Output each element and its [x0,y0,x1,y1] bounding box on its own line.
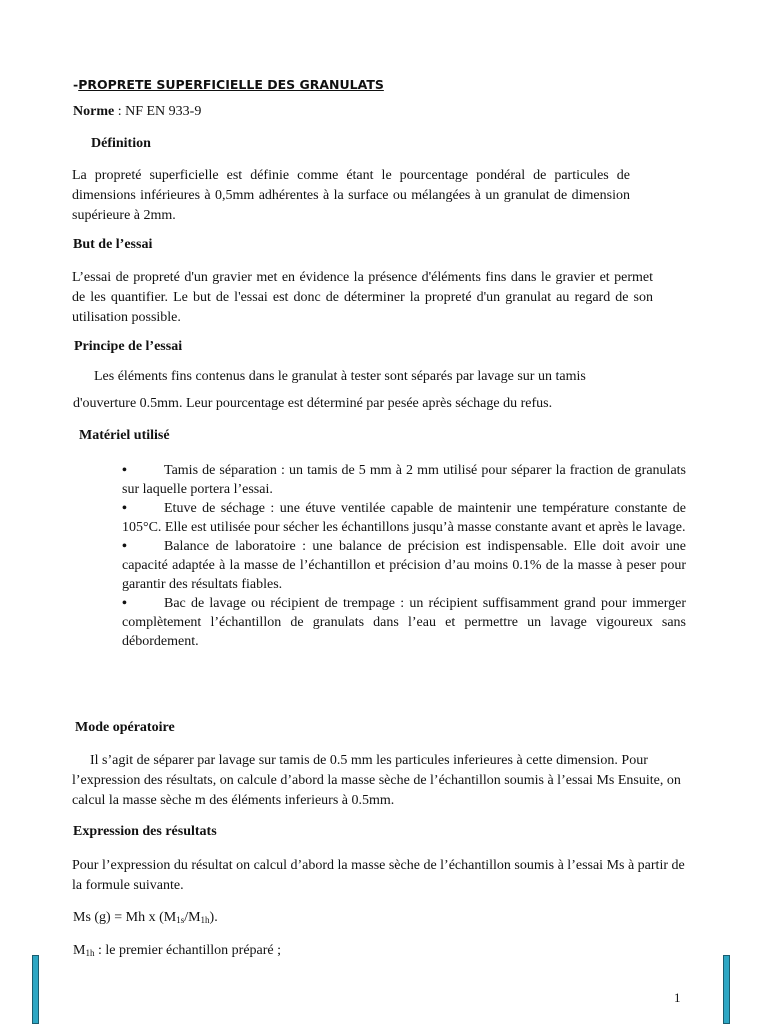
list-item-text: Etuve de séchage : une étuve ventilée capable de maintenir une température constante de 105°C. Elle est utilisée pour sécher les échantillons jusqu’à masse constante avant et après le lavage. [122,501,686,535]
norme-line [73,104,201,120]
title-prefix: - [73,77,79,92]
right-margin-bar [723,955,730,1024]
list-item-text: Bac de lavage ou récipient de trempage : un récipient suffisamment grand pour immerger complètement l’échantillon de granulats dans l’eau et permettre un lavage vigoureux sans débordement. [122,596,686,649]
expression-paragraph: Pour l’expression du résultat on calcul d’abord la masse sèche de l’échantillon soumis à l’essai Ms à partir de la formule suivante. [72,858,685,893]
title-text: PROPRETE SUPERFICIELLE DES GRANULATS [78,77,384,92]
formula-mid: /M [184,910,201,925]
formula-end: ). [209,910,218,925]
definition-heading: Définition [91,136,151,151]
principe-line-1: Les éléments fins contenus dans le granulat à tester sont séparés par lavage sur un tamis [94,369,586,384]
bullet-icon: • [122,501,127,516]
formula [73,910,218,926]
formula-sub-1h: 1h [200,915,210,925]
materiel-list [122,461,686,651]
mode-paragraph: Il s’agit de séparer par lavage sur tamis de 0.5 mm les particules inferieures à cette dimension. Pour l’expression des résultats, on calcule d’abord la masse sèche de l’échantillon soumis à l’essai Ms Ensuite, on calcul la masse sèche m des éléments inferieurs à 0.5mm. [72,753,681,808]
formula-lhs: Ms (g) = Mh x (M [73,910,177,925]
document-title [73,77,384,92]
but-paragraph: L’essai de propreté d'un gravier met en évidence la présence d'éléments fins dans le gravier et permet de les quantifier. Le but de l'essai est donc de déterminer la propreté d'un granulat au regard de son utilisation possible. [72,270,653,325]
m1h-symbol: M [73,943,86,958]
definition-paragraph: La propreté superficielle est définie comme étant le pourcentage pondéral de particules de dimensions inférieures à 0,5mm adhérentes à la surface ou mélangées à un granulat de dimension supérieure à 2mm. [72,168,630,223]
list-item [122,537,686,594]
norme-value: : NF EN 933-9 [114,104,202,119]
list-item-text: Tamis de séparation : un tamis de 5 mm à 2 mm utilisé pour séparer la fraction de granulats sur laquelle portera l’essai. [122,463,686,497]
list-item [122,461,686,499]
bullet-icon: • [122,463,127,478]
m1h-text: : le premier échantillon préparé ; [94,943,282,958]
m1h-subscript: 1h [85,948,95,958]
materiel-heading: Matériel utilisé [79,428,170,443]
bullet-icon: • [122,596,127,611]
mode-heading: Mode opératoire [75,720,175,735]
norme-label: Norme [73,104,115,119]
principe-heading: Principe de l’essai [74,339,183,354]
list-item [122,499,686,537]
list-item [122,594,686,651]
bullet-icon: • [122,539,127,554]
principe-line-2: d'ouverture 0.5mm. Leur pourcentage est déterminé par pesée après séchage du refus. [73,396,553,411]
list-item-text: Balance de laboratoire : une balance de précision est indispensable. Elle doit avoir une capacité adaptée à la masse de l’échantillon et précision d’au moins 0.1% de la masse à peser pour garantir des résultats fiables. [122,539,686,592]
page-number: 1 [674,990,681,1005]
but-heading: But de l’essai [73,237,153,252]
expression-heading: Expression des résultats [73,824,217,839]
left-margin-bar [32,955,39,1024]
formula-sub-1s: 1s [176,915,185,925]
m1h-definition [73,943,281,959]
